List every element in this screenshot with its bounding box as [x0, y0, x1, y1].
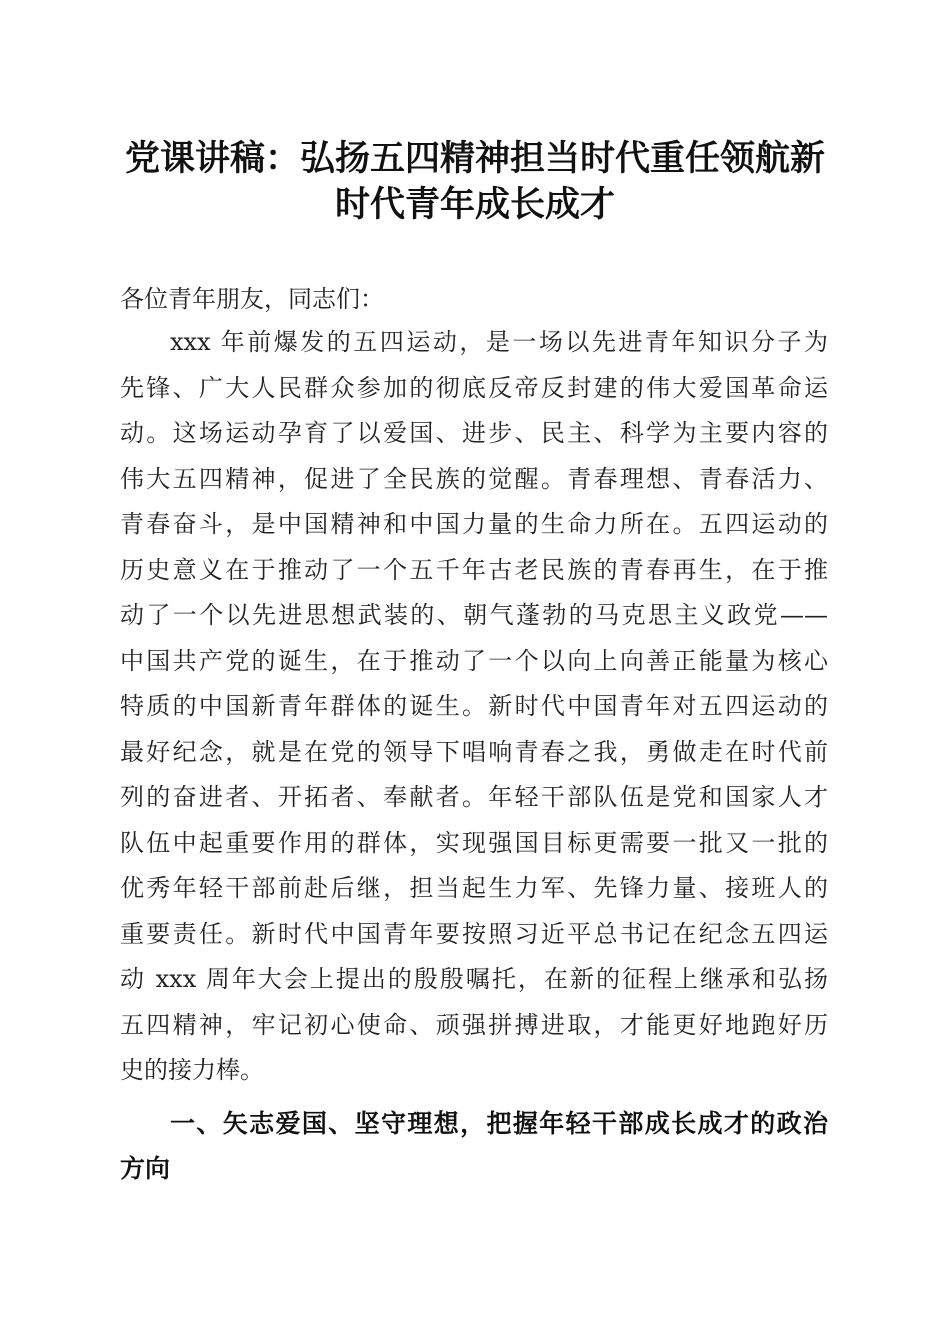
paragraph-line: 伟大五四精神，促进了全民族的觉醒。青春理想、青春活力、	[120, 464, 828, 493]
title-line: 党课讲稿：弘扬五四精神担当时代重任领航新	[124, 138, 825, 179]
paragraph-line: 青春奋斗，是中国精神和中国力量的生命力所在。五四运动的	[120, 510, 828, 538]
paragraph-line: 特质的中国新青年群体的诞生。新时代中国青年对五四运动的	[120, 692, 828, 720]
paragraph-line: 先锋、广大人民群众参加的彻底反帝反封建的伟大爱国革命运	[120, 373, 828, 402]
paragraph-line: 史的接力棒。	[120, 1056, 264, 1084]
paragraph-line: 五四精神，牢记初心使命、顽强拼搏进取，才能更好地跑好历	[120, 1010, 828, 1039]
title-line: 时代青年成长成才	[334, 184, 615, 225]
section-heading	[120, 1101, 828, 1191]
paragraph-line: xxx 年前爆发的五四运动，是一场以先进青年知识分子为	[170, 328, 828, 356]
heading-line: 一、矢志爱国、坚守理想，把握年轻干部成长成才的政治	[170, 1108, 828, 1138]
paragraph-line: 队伍中起重要作用的群体，实现强国目标更需要一批又一批的	[120, 828, 828, 857]
paragraph-line: 中国共产党的诞生，在于推动了一个以向上向善正能量为核心	[120, 646, 828, 675]
paragraph-line: 历史意义在于推动了一个五千年古老民族的青春再生，在于推	[120, 555, 828, 584]
paragraph-line: 最好纪念，就是在党的领导下唱响青春之我，勇做走在时代前	[120, 737, 828, 766]
paragraph-line: 列的奋进者、开拓者、奉献者。年轻干部队伍是党和国家人才	[120, 783, 828, 811]
intro-paragraph	[120, 320, 828, 1094]
paragraph-line: 动了一个以先进思想武装的、朝气蓬勃的马克思主义政党——	[120, 601, 828, 629]
paragraph-line: 重要责任。新时代中国青年要按照习近平总书记在纪念五四运	[120, 919, 828, 948]
document-body	[120, 278, 828, 1191]
heading-line: 方向	[120, 1153, 171, 1183]
paragraph-line: 优秀年轻干部前赴后继，担当起生力军、先锋力量、接班人的	[120, 874, 828, 902]
salutation: 各位青年朋友，同志们：	[120, 285, 384, 313]
paragraph-line: 动 xxx 周年大会上提出的殷殷嘱托，在新的征程上继承和弘扬	[120, 965, 828, 993]
paragraph-line: 动。这场运动孕育了以爱国、进步、民主、科学为主要内容的	[120, 419, 828, 447]
document-title	[110, 136, 840, 228]
